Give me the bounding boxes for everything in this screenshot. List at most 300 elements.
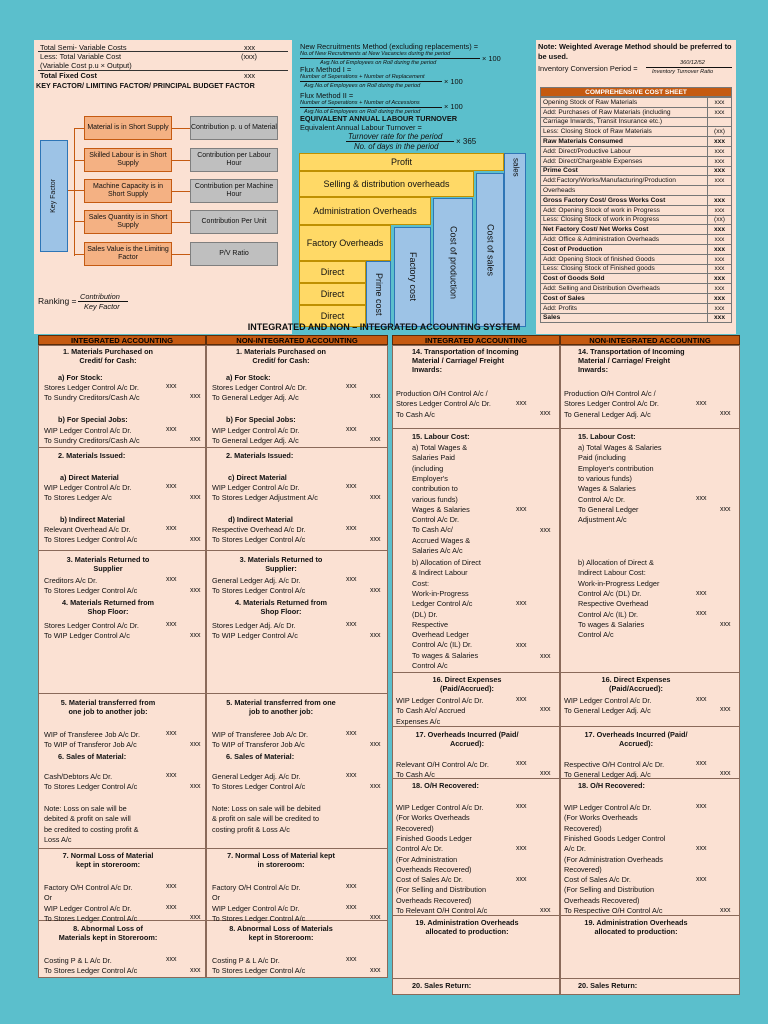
icp-num: 360/12/52 — [680, 60, 705, 66]
journal-line: To General Ledger Adj. A/c — [564, 409, 651, 419]
cost-sheet-label: Cost of Sales — [541, 293, 708, 303]
cost-sheet-value: xxx — [708, 146, 732, 156]
times-100-a: × 100 — [482, 54, 501, 63]
journal-line: WIP Ledger Control A/c Dr. — [44, 903, 132, 913]
journal-line: Work-in-Progress — [412, 588, 469, 598]
amount-placeholder: xxx — [190, 632, 201, 639]
cost-sheet-label: Add: Opening Stock of work in Progress — [541, 205, 708, 215]
cost-sheet-row — [541, 235, 732, 245]
amount-placeholder: xxx — [516, 506, 527, 513]
variable-calc-label: (Variable Cost p.u × Output) — [40, 61, 132, 70]
journal-line: Wages & Salaries — [578, 484, 636, 494]
heading-7-int: 7. Normal Loss of Material kept in storeroom: — [62, 851, 154, 870]
journal-line: WIP Ledger Control A/c Dr. — [212, 426, 300, 435]
cost-sheet-value: xxx — [708, 274, 732, 284]
cost-sheet-label: Add: Profits — [541, 303, 708, 313]
journal-line: To Stores Ledger Control A/c — [44, 782, 138, 792]
amount-placeholder: xxx — [696, 696, 707, 703]
heading-16-int: 16. Direct Expenses (Paid/Accrued): — [432, 675, 502, 694]
amount-placeholder: xxx — [696, 876, 707, 883]
journal-line: Stores Ledger Control A/c Dr. — [396, 399, 491, 409]
factor-cond-5: Sales Value is the Limiting Factor — [84, 242, 172, 266]
cost-sheet-table — [540, 97, 732, 323]
times-100-b: × 100 — [444, 77, 463, 86]
journal-line: To Stores Ledger Adjustment A/c — [212, 493, 318, 503]
cost-sheet-row — [541, 264, 732, 274]
pyramid-factory-overheads: Factory Overheads — [299, 225, 391, 261]
journal-line: WIP of Transferee Job A/c Dr. — [212, 730, 308, 739]
amount-placeholder: xxx — [346, 383, 357, 390]
journal-line: To General Ledger — [578, 504, 639, 514]
journal-line: Respective Overhead A/c Dr. — [212, 525, 306, 534]
amount-placeholder: xxx — [516, 803, 527, 810]
times-100-c: × 100 — [444, 102, 463, 111]
amount-placeholder: xxx — [346, 730, 357, 737]
amount-placeholder: xxx — [370, 494, 381, 501]
amount-placeholder: xxx — [166, 883, 177, 890]
pyramid-direct-1: Direct — [299, 261, 366, 283]
amount-placeholder: xxx — [720, 621, 731, 628]
journal-line: Respective O/H Control A/c Dr. — [564, 760, 665, 769]
journal-line: To Sundry Creditors/Cash A/c — [44, 436, 140, 446]
amount-placeholder: xxx — [346, 483, 357, 490]
cost-sheet-row — [541, 186, 732, 196]
cost-sheet-value: xxx — [708, 98, 732, 108]
journal-line: WIP Ledger Control A/c Dr. — [212, 483, 300, 492]
amount-placeholder: xxx — [190, 494, 201, 501]
amount-placeholder: xxx — [190, 783, 201, 790]
cost-sheet-value: (xx) — [708, 127, 732, 137]
journal-line: To Sundry Creditors/Cash A/c — [44, 393, 140, 403]
heading-15-non: 15. Labour Cost: — [578, 432, 636, 441]
heading-5-non: 5. Material transferred from one job to another job: — [226, 698, 336, 717]
key-factor-panel — [34, 40, 292, 334]
heading-6-non: 6. Sales of Material: — [226, 752, 295, 761]
heading-18-non: 18. O/H Recovered: — [578, 781, 645, 790]
entry-text: c) Direct Material — [228, 473, 287, 482]
heading-19-int: 19. Administration Overheads allocated to production: — [415, 918, 519, 937]
journal-line: To Respective O/H Control A/c — [564, 906, 663, 915]
journal-line: (For Selling and Distribution — [564, 885, 655, 895]
factor-cond-4: Sales Quantity is in Short Supply — [84, 210, 172, 234]
cost-sheet-row — [541, 146, 732, 156]
cost-sheet-label: Carriage Inwards, Transit Insurance etc.) — [541, 117, 708, 127]
note-line: be credited to costing profit & — [44, 824, 139, 834]
cost-sheet-value: xxx — [708, 156, 732, 166]
note-line: debited & profit on sale will — [44, 814, 131, 824]
journal-line: Wages & Salaries — [412, 504, 470, 514]
journal-line: To wages & Salaries — [412, 650, 479, 660]
amount-placeholder: xxx — [516, 600, 527, 607]
journal-line: Control A/c (IL) Dr. — [412, 640, 473, 650]
journal-line: Employer's contribution — [578, 463, 654, 473]
note-line: costing profit & Loss A/c — [212, 824, 290, 834]
cost-sheet-label: Overheads — [541, 186, 708, 196]
amount-placeholder: xxx — [166, 956, 177, 963]
amount-placeholder: xxx — [696, 400, 707, 407]
cost-sheet-row — [541, 127, 732, 137]
icp-label: Inventory Conversion Period = — [538, 64, 638, 73]
factor-cond-2: Skilled Labour is in Short Supply — [84, 148, 172, 172]
cost-sheet-value: xxx — [708, 254, 732, 264]
journal-line: Costing P & L A/c Dr. — [212, 956, 280, 965]
amount-placeholder: xxx — [696, 760, 707, 767]
journal-line: Cost of Sales A/c Dr. — [396, 875, 463, 885]
amount-placeholder: xxx — [540, 653, 551, 660]
heading-20-int: 20. Sales Return: — [412, 981, 472, 990]
pyramid-direct-3: Direct — [299, 305, 366, 327]
journal-line: To Stores Ledger Control A/c — [212, 966, 306, 976]
journal-line: Cash/Debtors A/c Dr. — [44, 772, 113, 781]
heading-20-non: 20. Sales Return: — [578, 981, 638, 990]
journal-line: WIP of Transferee Job A/c Dr. — [44, 730, 140, 739]
cost-sheet-label: Add: Purchases of Raw Materials (including — [541, 107, 708, 117]
entry-text: a) Direct Material — [60, 473, 119, 482]
journal-line: Adjustment A/c — [578, 515, 627, 525]
journal-line: Relevant Overhead A/c Dr. — [44, 525, 131, 534]
journal-line: A/c Dr. — [564, 844, 586, 854]
note-line: Note: Loss on sale will be debited — [212, 804, 321, 813]
equivalent-title: EQUIVALENT ANNUAL LABOUR TURNOVER — [300, 114, 458, 123]
ranking-num: Contribution — [80, 292, 120, 301]
journal-line: Control A/c Dr. — [396, 844, 444, 854]
amount-placeholder: xxx — [516, 876, 527, 883]
journal-line: a) Total Wages & — [412, 443, 468, 452]
journal-line: Employer's — [412, 473, 448, 483]
note-line: & profit on sale will be credited to — [212, 814, 320, 824]
amount-placeholder: xxx — [720, 410, 731, 417]
journal-line: To Stores Ledger Control A/c — [212, 782, 306, 792]
heading-2-int: 2. Materials Issued: — [58, 451, 126, 460]
entry-text: a) For Stock: — [58, 373, 103, 382]
journal-line: (DL) Dr. — [412, 609, 438, 619]
cost-sheet-row — [541, 293, 732, 303]
journal-line: (For Administration — [396, 854, 458, 864]
amount-placeholder: xxx — [720, 506, 731, 513]
journal-line: Control A/c (IL) Dr. — [578, 609, 639, 619]
heading-17-int: 17. Overheads Incurred (Paid/ Accrued): — [415, 730, 519, 749]
entry-text: d) Indirect Material — [228, 515, 293, 524]
cost-sheet-value — [708, 117, 732, 127]
cost-sheet-value: xxx — [708, 284, 732, 294]
new-recruit-den: Avg.No.of Employees on Roll during the period — [320, 60, 437, 66]
factor-cond-3: Machine Capacity is in Short Supply — [84, 179, 172, 203]
journal-line: Stores Ledger Control A/c Dr. — [564, 399, 659, 409]
journal-line: Stores Ledger Control A/c Dr. — [44, 621, 139, 630]
journal-line: b) Allocation of Direct — [412, 558, 481, 567]
journal-line: To General Ledger Adj. A/c — [564, 770, 651, 780]
cost-sheet-row — [541, 156, 732, 166]
entry-text: a) For Stock: — [226, 373, 271, 382]
journal-line: Stores Ledger Adj. A/c Dr. — [212, 621, 296, 630]
journal-line: (For Works Overheads — [564, 813, 638, 823]
weighted-note: Note: Weighted Average Method should be preferred to be used. — [538, 42, 732, 61]
amount-placeholder: xxx — [166, 525, 177, 532]
journal-line: To Stores Ledger A/c — [44, 493, 112, 503]
amount-placeholder: xxx — [696, 845, 707, 852]
heading-5-int: 5. Material transferred from one job to another job: — [60, 698, 156, 717]
cost-sheet-row — [541, 176, 732, 186]
new-recruit-num: No.of New Recruitments at New Vacancies during the period — [300, 51, 451, 57]
journal-line: Stores Ledger Control A/c Dr. — [44, 383, 139, 392]
cost-sheet-value: xxx — [708, 176, 732, 186]
journal-line: To Cash A/c/ Accrued — [396, 706, 466, 716]
journal-line: Overheads Recovered) — [564, 895, 640, 905]
pyramid-sales: sales — [504, 153, 526, 327]
total-fixed-value: xxx — [244, 71, 256, 80]
amount-placeholder: xxx — [346, 956, 357, 963]
heading-1-int: 1. Materials Purchased on Credit/ for Cash: — [62, 347, 154, 366]
journal-line: Paid (including — [578, 453, 626, 463]
cost-sheet-value: xxx — [708, 313, 732, 323]
journal-line: To Relevant O/H Control A/c — [396, 906, 488, 915]
journal-line: Production O/H Control A/c / — [396, 389, 488, 398]
heading-15-int: 15. Labour Cost: — [412, 432, 470, 441]
journal-line: WIP Ledger Control A/c Dr. — [44, 483, 132, 492]
heading-3-non: 3. Materials Returned to Supplier: — [239, 555, 323, 574]
amount-placeholder: xxx — [346, 772, 357, 779]
amount-placeholder: xxx — [720, 706, 731, 713]
amount-placeholder: xxx — [190, 914, 201, 921]
amount-placeholder: xxx — [166, 730, 177, 737]
cost-sheet-row — [541, 107, 732, 117]
amount-placeholder: xxx — [370, 914, 381, 921]
journal-line: Overhead Ledger — [412, 630, 469, 640]
amount-placeholder: xxx — [166, 772, 177, 779]
heading-17-non: 17. Overheads Incurred (Paid/ Accrued): — [584, 730, 688, 749]
journal-line: Control A/c — [412, 661, 448, 670]
equivalent-den: No. of days in the period — [354, 142, 439, 151]
amount-placeholder: xxx — [190, 393, 201, 400]
cost-sheet-label: Add: Direct/Productive Labour — [541, 146, 708, 156]
amount-placeholder: xxx — [370, 587, 381, 594]
icp-den: Inventory Turnover Ratio — [652, 69, 714, 75]
pyramid-selling-distribution: Selling & distribution overheads — [299, 171, 474, 197]
amount-placeholder: xxx — [190, 587, 201, 594]
pyramid-prime-cost: Prime cost — [366, 261, 391, 327]
flux2-num: Number of Seperations + Number of Accessions — [300, 100, 420, 106]
journal-line: To Stores Ledger Control A/c — [212, 535, 306, 545]
cost-sheet-label: Add: Direct/Chargeable Expenses — [541, 156, 708, 166]
entry-text: b) For Special Jobs: — [58, 415, 128, 424]
cost-sheet-label: Prime Cost — [541, 166, 708, 176]
times-365: × 365 — [456, 137, 477, 146]
journal-line: Costing P & L A/c Dr. — [44, 956, 112, 965]
amount-placeholder: xxx — [540, 706, 551, 713]
factor-result-2: Contribution per Labour Hour — [190, 148, 278, 172]
journal-line: WIP Ledger Control A/c Dr. — [564, 803, 652, 812]
cost-sheet-row — [541, 195, 732, 205]
journal-line: Respective Overhead — [578, 599, 649, 609]
cost-sheet-row — [541, 205, 732, 215]
journal-line: To General Ledger Adj. A/c — [212, 393, 299, 403]
cost-sheet-label: Add:Factory/Works/Manufacturing/Production — [541, 176, 708, 186]
cost-sheet-label: Cost of Goods Sold — [541, 274, 708, 284]
cost-sheet-label: Raw Materials Consumed — [541, 137, 708, 147]
journal-line: Recovered) — [564, 864, 602, 874]
labour-pyramid-panel — [296, 40, 534, 334]
section-title: INTEGRATED AND NON – INTEGRATED ACCOUNTING SYSTEM — [247, 322, 521, 332]
flux1-num: Number of Seperations + Number of Replacement — [300, 74, 425, 80]
cost-sheet-value: xxx — [708, 225, 732, 235]
heading-3-int: 3. Materials Returned to Supplier — [66, 555, 150, 574]
journal-line: To Stores Ledger Control A/c — [212, 913, 306, 923]
cost-sheet-label: Net Factory Cost/ Net Works Cost — [541, 225, 708, 235]
cost-sheet-panel — [536, 40, 736, 334]
cost-sheet-row — [541, 137, 732, 147]
journal-line: Salaries A/c A/c — [412, 546, 463, 555]
amount-placeholder: xxx — [370, 632, 381, 639]
factor-cond-1: Material is in Short Supply — [84, 116, 172, 140]
cost-sheet-label: Gross Factory Cost/ Gross Works Cost — [541, 195, 708, 205]
heading-14-int: 14. Transportation of Incoming Material / Carriage/ Freight Inwards: — [412, 347, 519, 375]
equivalent-label: Equivalent Annual Labour Turnover = — [300, 123, 422, 132]
amount-placeholder: xxx — [166, 383, 177, 390]
amount-placeholder: xxx — [516, 642, 527, 649]
journal-line: Overheads Recovered) — [396, 864, 472, 874]
new-recruit-title: New Recruitments Method (excluding replacements) = — [300, 42, 479, 51]
journal-line: Or — [212, 893, 221, 903]
journal-line: WIP Ledger Control A/c Dr. — [396, 803, 484, 812]
journal-line: to various funds) — [578, 473, 632, 483]
amount-placeholder: xxx — [346, 904, 357, 911]
cost-sheet-label: Less: Closing Stock of work in Progress — [541, 215, 708, 225]
amount-placeholder: xxx — [166, 483, 177, 490]
amount-placeholder: xxx — [190, 967, 201, 974]
heading-7-non: 7. Normal Loss of Material kept in storeroom: — [227, 851, 335, 870]
factor-result-4: Contribution Per Unit — [190, 210, 278, 234]
journal-line: (including — [412, 463, 444, 473]
semi-variable-label: Total Semi- Variable Costs — [40, 43, 127, 52]
journal-line: Control A/c Dr. — [578, 494, 626, 504]
amount-placeholder: xxx — [370, 783, 381, 790]
heading-1-non: 1. Materials Purchased on Credit/ for Cash: — [235, 347, 327, 366]
cost-sheet-value: (xx) — [708, 215, 732, 225]
cost-sheet-row — [541, 166, 732, 176]
amount-placeholder: xxx — [346, 621, 357, 628]
amount-placeholder: xxx — [190, 536, 201, 543]
cost-sheet-label: Add: Office & Administration Overheads — [541, 235, 708, 245]
journal-line: & Indirect Labour — [412, 568, 468, 578]
journal-line: Control A/c Dr. — [412, 515, 460, 525]
journal-line: To General Ledger Adj. A/c — [212, 436, 299, 446]
heading-6-int: 6. Sales of Material: — [58, 752, 127, 761]
flux2-den: Avg.No.of Employees on Roll during the period — [304, 109, 421, 115]
journal-line: Production O/H Control A/c / — [564, 389, 656, 398]
total-fixed-label: Total Fixed Cost — [40, 71, 97, 80]
factor-result-5: P/V Ratio — [190, 242, 278, 266]
journal-line: Or — [44, 893, 53, 903]
journal-line: To WIP of Transferor Job A/c — [212, 740, 305, 750]
factor-result-3: Contribution per Machine Hour — [190, 179, 278, 203]
journal-line: Creditors A/c Dr. — [44, 576, 98, 585]
pyramid-cost-of-sales: Cost of sales — [476, 173, 504, 327]
cost-sheet-label: Opening Stock of Raw Materials — [541, 98, 708, 108]
heading-14-non: 14. Transportation of Incoming Material / Carriage/ Freight Inwards: — [578, 347, 685, 375]
journal-line: Salaries Paid — [412, 453, 455, 463]
cost-sheet-value: xxx — [708, 107, 732, 117]
amount-placeholder: xxx — [346, 525, 357, 532]
cost-sheet-value: xxx — [708, 166, 732, 176]
amount-placeholder: xxx — [696, 803, 707, 810]
amount-placeholder: xxx — [540, 527, 551, 534]
journal-line: Recovered) — [396, 823, 434, 833]
note-line: Note: Loss on sale will be — [44, 804, 127, 813]
journal-line: contribution to — [412, 484, 458, 494]
amount-placeholder: xxx — [370, 436, 381, 443]
journal-line: Control A/c — [578, 630, 614, 640]
journal-line: (For Works Overheads — [396, 813, 470, 823]
heading-18-int: 18. O/H Recovered: — [412, 781, 479, 790]
amount-placeholder: xxx — [516, 696, 527, 703]
pyramid-factory-cost: Factory cost — [394, 227, 431, 327]
cost-sheet-value: xxx — [708, 264, 732, 274]
journal-line: To wages & Salaries — [578, 619, 645, 629]
journal-line: To General Ledger Adj. A/c — [564, 706, 651, 716]
journal-line: To Stores Ledger Control A/c — [44, 966, 138, 976]
pyramid-direct-2: Direct — [299, 283, 366, 305]
less-variable-value: (xxx) — [241, 52, 258, 61]
amount-placeholder: xxx — [516, 760, 527, 767]
factor-result-1: Contribution p. u of Material — [190, 116, 278, 140]
cost-sheet-label: Less: Closing Stock of Raw Materials — [541, 127, 708, 137]
cost-sheet-value: xxx — [708, 235, 732, 245]
journal-line: Factory O/H Control A/c Dr. — [212, 883, 301, 892]
flux1-title: Flux Method I = — [300, 65, 352, 74]
journal-line: To WIP Ledger Control A/c — [212, 631, 298, 641]
journal-line: To Cash A/c — [396, 770, 435, 780]
journal-line: To Cash A/c/ — [412, 525, 453, 535]
heading-4-int: 4. Materials Returned from Shop Floor: — [61, 598, 155, 617]
cost-sheet-row — [541, 284, 732, 294]
cost-sheet-label: Add: Opening Stock of finished Goods — [541, 254, 708, 264]
cost-sheet-value: xxx — [708, 205, 732, 215]
journal-line: Stores Ledger Control A/c Dr. — [212, 383, 307, 392]
cost-sheet-row — [541, 254, 732, 264]
amount-placeholder: xxx — [166, 576, 177, 583]
header-integrated-right: INTEGRATED ACCOUNTING — [392, 335, 560, 345]
cost-sheet-value: xxx — [708, 303, 732, 313]
flux1-den: Avg.No.of Employees on Roll during the period — [304, 83, 421, 89]
entry-text: b) For Special Jobs: — [226, 415, 296, 424]
journal-line: To Stores Ledger Control A/c — [44, 586, 138, 596]
journal-line: Expenses A/c — [396, 716, 441, 726]
heading-8-non: 8. Abnormal Loss of Materials kept in Storeroom: — [229, 924, 333, 943]
key-factor-box: Key Factor — [40, 140, 68, 252]
amount-placeholder: xxx — [370, 536, 381, 543]
cost-sheet-row — [541, 303, 732, 313]
amount-placeholder: xxx — [166, 904, 177, 911]
journal-line: Cost of Sales A/c Dr. — [564, 875, 631, 885]
cost-sheet-row — [541, 117, 732, 127]
amount-placeholder: xxx — [370, 393, 381, 400]
journal-line: General Ledger Adj. A/c Dr. — [212, 772, 301, 781]
note-line: Loss A/c — [44, 834, 72, 844]
amount-placeholder: xxx — [696, 590, 707, 597]
amount-placeholder: xxx — [190, 741, 201, 748]
journal-line: Indirect Labour Cost: — [578, 568, 646, 578]
journal-line: Overheads Recovered) — [396, 895, 472, 905]
heading-4-non: 4. Materials Returned from Shop Floor: — [234, 598, 328, 617]
equivalent-num: Turnover rate for the period — [348, 132, 443, 141]
cost-sheet-value: xxx — [708, 195, 732, 205]
cost-sheet-value: xxx — [708, 137, 732, 147]
cost-sheet-row — [541, 215, 732, 225]
entry-text: b) Indirect Material — [60, 515, 125, 524]
journal-line: WIP Ledger Control A/c Dr. — [396, 696, 484, 705]
amount-placeholder: xxx — [370, 741, 381, 748]
amount-placeholder: xxx — [346, 576, 357, 583]
